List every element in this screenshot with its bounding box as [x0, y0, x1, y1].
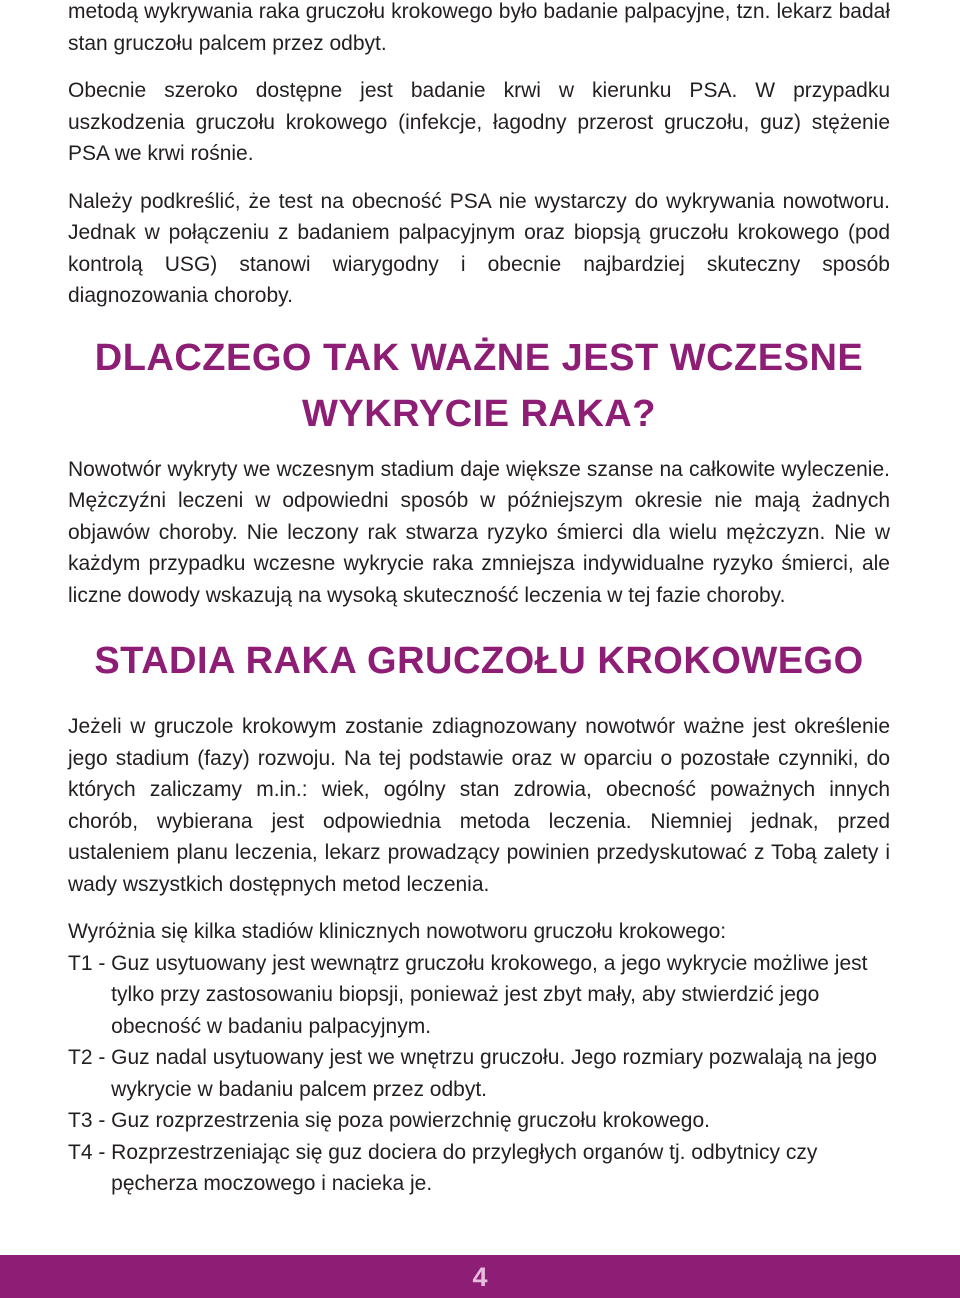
stage-item-t1	[68, 948, 890, 1043]
stage-description: Guz nadal usytuowany jest we wnętrzu gruczołu. Jego rozmiary pozwalają na jego wykrycie w badaniu palcem przez odbyt.	[111, 1046, 877, 1101]
stage-item-t2	[68, 1042, 890, 1105]
stage-item-t3	[68, 1105, 890, 1137]
stage-code: T2 -	[68, 1046, 112, 1069]
page-content	[68, 0, 890, 1200]
stage-item-t4	[68, 1137, 890, 1200]
paragraph-stages-intro: Jeżeli w gruczole krokowym zostanie zdiagnozowany nowotwór ważne jest określenie jego stadium (fazy) rozwoju. Na tej podstawie oraz w oparciu o pozostałe czynniki, do których zaliczamy m.in.: wiek, ogólny stan zdrowia, obecność poważnych innych chorób, wybierana jest odpowiednia metoda leczenia. Niemniej jednak, przed ustaleniem planu leczenia, lekarz prowadzący powinien przedyskutować z Tobą zalety i wady wszystkich dostępnych metod leczenia.	[68, 715, 890, 896]
stage-description: Rozprzestrzeniając się guz dociera do przyległych organów tj. odbytnicy czy pęcherza moczowego i nacieka je.	[111, 1140, 818, 1195]
heading-early-detection: DLACZEGO TAK WAŻNE JEST WCZESNE WYKRYCIE RAKA?	[94, 336, 864, 435]
paragraph-intro-tail: metodą wykrywania raka gruczołu krokowego było badanie palpacyjne, tzn. lekarz badał stan gruczołu palcem przez odbyt.	[68, 0, 890, 55]
stages-list-intro: Wyróżnia się kilka stadiów klinicznych nowotworu gruczołu krokowego:	[68, 920, 727, 943]
heading-cancer-stages: STADIA RAKA GRUCZOŁU KROKOWEGO	[94, 640, 864, 682]
paragraph-early-detection: Nowotwór wykryty we wczesnym stadium daje większe szanse na całkowite wyleczenie. Mężczyźni leczeni w odpowiedni sposób w późniejszym okresie nie mają żadnych objawów choroby. Nie leczony rak stwarza ryzyko śmierci dla wielu mężczyzn. Nie w każdym przypadku wczesne wykrycie raka zmniejsza indywidualne ryzyko śmierci, ale liczne dowody wskazują na wysoką skuteczność leczenia w tej fazie choroby.	[68, 457, 890, 607]
stage-description: Guz rozprzestrzenia się poza powierzchnię gruczołu krokowego.	[111, 1109, 710, 1132]
stage-description: Guz usytuowany jest wewnątrz gruczołu krokowego, a jego wykrycie możliwe jest tylko przy zastosowaniu biopsji, ponieważ jest zbyt mały, aby stwierdzić jego obecność w badaniu palpacyjnym.	[111, 951, 868, 1038]
stage-code: T1 -	[68, 951, 112, 975]
paragraph-psa-blood: Obecnie szeroko dostępne jest badanie krwi w kierunku PSA. W przypadku uszkodzenia gruczołu krokowego (infekcje, łagodny przerost gruczołu, guz) stężenie PSA we krwi rośnie.	[68, 79, 890, 165]
stage-code: T3 -	[68, 1109, 112, 1132]
stages-list	[68, 948, 890, 1200]
stage-code: T4 -	[68, 1140, 112, 1164]
page-number: 4	[472, 1262, 488, 1292]
paragraph-psa-not-enough: Należy podkreślić, że test na obecność PSA nie wystarczy do wykrywania nowotworu. Jednak w połączeniu z badaniem palpacyjnym oraz biopsją gruczołu krokowego (pod kontrolą USG) stanowi wiarygodny i obecnie najbardziej skuteczny sposób diagnozowania choroby.	[68, 189, 890, 307]
